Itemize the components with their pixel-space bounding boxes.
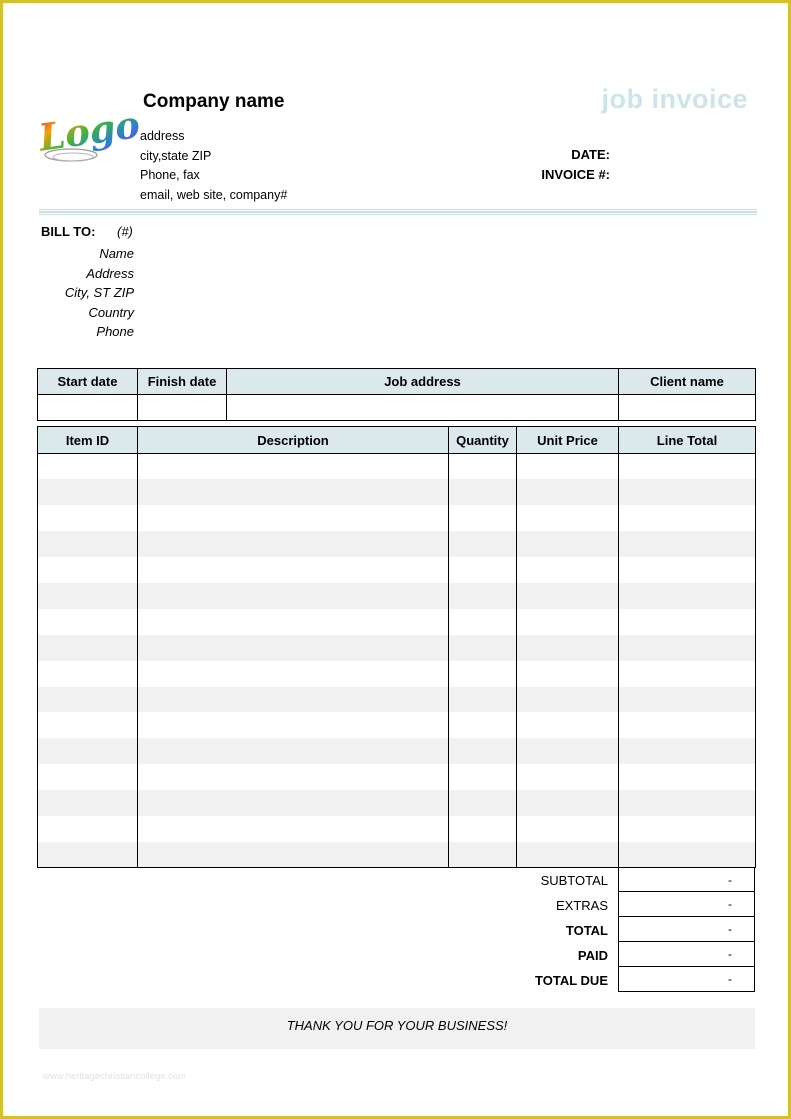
- item-row: [38, 557, 756, 583]
- col-item-id: Item ID: [38, 427, 138, 454]
- total-due-row: [433, 967, 755, 992]
- start-date-cell[interactable]: [38, 395, 138, 421]
- description-cell[interactable]: [138, 712, 449, 738]
- total-due-value: -: [728, 972, 732, 986]
- col-line-total: Line Total: [619, 427, 756, 454]
- col-quantity: Quantity: [449, 427, 517, 454]
- quantity-cell[interactable]: [449, 661, 517, 687]
- unit-price-cell[interactable]: [517, 790, 619, 816]
- subtotal-label: SUBTOTAL: [540, 873, 608, 888]
- quantity-cell[interactable]: [449, 505, 517, 531]
- item-row: [38, 505, 756, 531]
- job-details-table: [37, 368, 756, 421]
- description-cell[interactable]: [138, 790, 449, 816]
- line-total-cell[interactable]: [619, 842, 756, 868]
- quantity-cell[interactable]: [449, 842, 517, 868]
- quantity-cell[interactable]: [449, 816, 517, 842]
- quantity-cell[interactable]: [449, 687, 517, 713]
- quantity-cell[interactable]: [449, 712, 517, 738]
- line-total-cell[interactable]: [619, 635, 756, 661]
- subtotal-row: [433, 867, 755, 892]
- finish-date-cell[interactable]: [138, 395, 227, 421]
- description-cell[interactable]: [138, 479, 449, 505]
- quantity-cell[interactable]: [449, 764, 517, 790]
- item-row: [38, 842, 756, 868]
- col-client-name: Client name: [619, 369, 756, 395]
- unit-price-cell[interactable]: [517, 712, 619, 738]
- item-row: [38, 531, 756, 557]
- item-row: [38, 738, 756, 764]
- total-row: [433, 917, 755, 942]
- item-id-cell[interactable]: [38, 635, 138, 661]
- extras-box[interactable]: [618, 892, 755, 917]
- quantity-cell[interactable]: [449, 583, 517, 609]
- line-total-cell[interactable]: [619, 661, 756, 687]
- unit-price-cell[interactable]: [517, 583, 619, 609]
- unit-price-cell[interactable]: [517, 609, 619, 635]
- description-cell[interactable]: [138, 842, 449, 868]
- bill-to-name: Name: [99, 246, 134, 261]
- bill-to-city-state-zip: City, ST ZIP: [64, 285, 134, 301]
- paid-box[interactable]: [618, 942, 755, 967]
- totals-block: [433, 867, 755, 992]
- line-total-cell[interactable]: [619, 712, 756, 738]
- svg-text:Logo: Logo: [36, 102, 143, 160]
- quantity-cell[interactable]: [449, 635, 517, 661]
- item-row: [38, 609, 756, 635]
- item-row: [38, 454, 756, 480]
- total-box[interactable]: [618, 917, 755, 942]
- description-cell[interactable]: [138, 609, 449, 635]
- total-label: TOTAL: [565, 923, 608, 938]
- paid-label: PAID: [577, 948, 608, 963]
- item-id-cell[interactable]: [38, 790, 138, 816]
- item-id-cell[interactable]: [38, 687, 138, 713]
- item-id-cell[interactable]: [38, 479, 138, 505]
- total-due-box[interactable]: [618, 967, 755, 992]
- total-due-label: TOTAL DUE: [535, 973, 608, 988]
- item-id-cell[interactable]: [38, 583, 138, 609]
- client-name-cell[interactable]: [619, 395, 756, 421]
- invoice-number-label: INVOICE #:: [541, 167, 610, 182]
- line-total-cell[interactable]: [619, 687, 756, 713]
- line-total-cell[interactable]: [619, 479, 756, 505]
- job-address-cell[interactable]: [227, 395, 619, 421]
- company-contact-block: [140, 127, 287, 205]
- unit-price-cell[interactable]: [517, 661, 619, 687]
- line-items-table: [37, 426, 756, 868]
- item-id-cell[interactable]: [38, 842, 138, 868]
- bill-to-heading: BILL TO:: [41, 224, 96, 239]
- quantity-cell[interactable]: [449, 531, 517, 557]
- description-cell[interactable]: [138, 454, 449, 480]
- item-row: [38, 764, 756, 790]
- document-title: job invoice: [601, 84, 748, 114]
- item-row: [38, 687, 756, 713]
- unit-price-cell[interactable]: [517, 842, 619, 868]
- thank-you-message: THANK YOU FOR YOUR BUSINESS!: [286, 1018, 508, 1033]
- line-total-cell[interactable]: [619, 609, 756, 635]
- bill-to-number: (#): [117, 224, 133, 239]
- description-cell[interactable]: [138, 505, 449, 531]
- col-unit-price: Unit Price: [517, 427, 619, 454]
- description-cell[interactable]: [138, 557, 449, 583]
- item-id-cell[interactable]: [38, 661, 138, 687]
- item-row: [38, 816, 756, 842]
- line-total-cell[interactable]: [619, 764, 756, 790]
- watermark-text: www.heritagechristiancollege.com: [43, 1071, 187, 1082]
- item-id-cell[interactable]: [38, 738, 138, 764]
- line-total-cell[interactable]: [619, 454, 756, 480]
- item-row: [38, 790, 756, 816]
- description-cell[interactable]: [138, 738, 449, 764]
- description-cell[interactable]: [138, 687, 449, 713]
- unit-price-cell[interactable]: [517, 764, 619, 790]
- paid-row: [433, 942, 755, 967]
- description-cell[interactable]: [138, 764, 449, 790]
- total-value: -: [728, 922, 732, 936]
- item-id-cell[interactable]: [38, 557, 138, 583]
- items-header-row: [38, 427, 756, 454]
- item-id-cell[interactable]: [38, 505, 138, 531]
- company-address: address: [140, 129, 185, 143]
- unit-price-cell[interactable]: [517, 479, 619, 505]
- description-cell[interactable]: [138, 635, 449, 661]
- bill-to-fields: [43, 244, 134, 342]
- quantity-cell[interactable]: [449, 790, 517, 816]
- line-total-cell[interactable]: [619, 816, 756, 842]
- bill-to-country: Country: [88, 304, 134, 320]
- line-total-cell[interactable]: [619, 557, 756, 583]
- line-total-cell[interactable]: [619, 790, 756, 816]
- line-total-cell[interactable]: [619, 505, 756, 531]
- item-row: [38, 635, 756, 661]
- item-row: [38, 583, 756, 609]
- company-city-state: city,state ZIP: [140, 148, 212, 163]
- item-row: [38, 712, 756, 738]
- description-cell[interactable]: [138, 583, 449, 609]
- item-row: [38, 479, 756, 505]
- unit-price-cell[interactable]: [517, 531, 619, 557]
- job-header-row: [38, 369, 756, 395]
- item-id-cell[interactable]: [38, 816, 138, 842]
- col-description: Description: [138, 427, 449, 454]
- col-job-address: Job address: [227, 369, 619, 395]
- line-total-cell[interactable]: [619, 738, 756, 764]
- description-cell[interactable]: [138, 661, 449, 687]
- bill-to-address: Address: [86, 265, 134, 281]
- item-id-cell[interactable]: [38, 531, 138, 557]
- unit-price-cell[interactable]: [517, 635, 619, 661]
- extras-label: EXTRAS: [555, 898, 608, 913]
- unit-price-cell[interactable]: [517, 816, 619, 842]
- extras-row: [433, 892, 755, 917]
- item-id-cell[interactable]: [38, 609, 138, 635]
- quantity-cell[interactable]: [449, 454, 517, 480]
- unit-price-cell[interactable]: [517, 738, 619, 764]
- items-body: [38, 454, 756, 868]
- quantity-cell[interactable]: [449, 609, 517, 635]
- item-id-cell[interactable]: [38, 764, 138, 790]
- item-id-cell[interactable]: [38, 712, 138, 738]
- bill-to-phone: Phone: [96, 324, 134, 340]
- line-total-cell[interactable]: [619, 531, 756, 557]
- description-cell[interactable]: [138, 816, 449, 842]
- quantity-cell[interactable]: [449, 479, 517, 505]
- item-id-cell[interactable]: [38, 454, 138, 480]
- company-phone-fax: Phone, fax: [140, 168, 200, 182]
- description-cell[interactable]: [138, 531, 449, 557]
- subtotal-box[interactable]: [618, 867, 755, 892]
- thank-you-band: [39, 1008, 755, 1049]
- company-name: Company name: [143, 91, 285, 112]
- unit-price-cell[interactable]: [517, 557, 619, 583]
- company-email-web: email, web site, company#: [140, 187, 288, 202]
- job-row: [38, 395, 756, 421]
- subtotal-value: -: [728, 873, 732, 887]
- unit-price-cell[interactable]: [517, 454, 619, 480]
- extras-value: -: [728, 897, 732, 911]
- col-finish-date: Finish date: [138, 369, 227, 395]
- unit-price-cell[interactable]: [517, 687, 619, 713]
- quantity-cell[interactable]: [449, 738, 517, 764]
- paid-value: -: [728, 947, 732, 961]
- unit-price-cell[interactable]: [517, 505, 619, 531]
- col-start-date: Start date: [38, 369, 138, 395]
- date-label: DATE:: [571, 147, 610, 162]
- header-divider: [39, 208, 757, 216]
- line-total-cell[interactable]: [619, 583, 756, 609]
- item-row: [38, 661, 756, 687]
- quantity-cell[interactable]: [449, 557, 517, 583]
- company-logo: [36, 95, 143, 175]
